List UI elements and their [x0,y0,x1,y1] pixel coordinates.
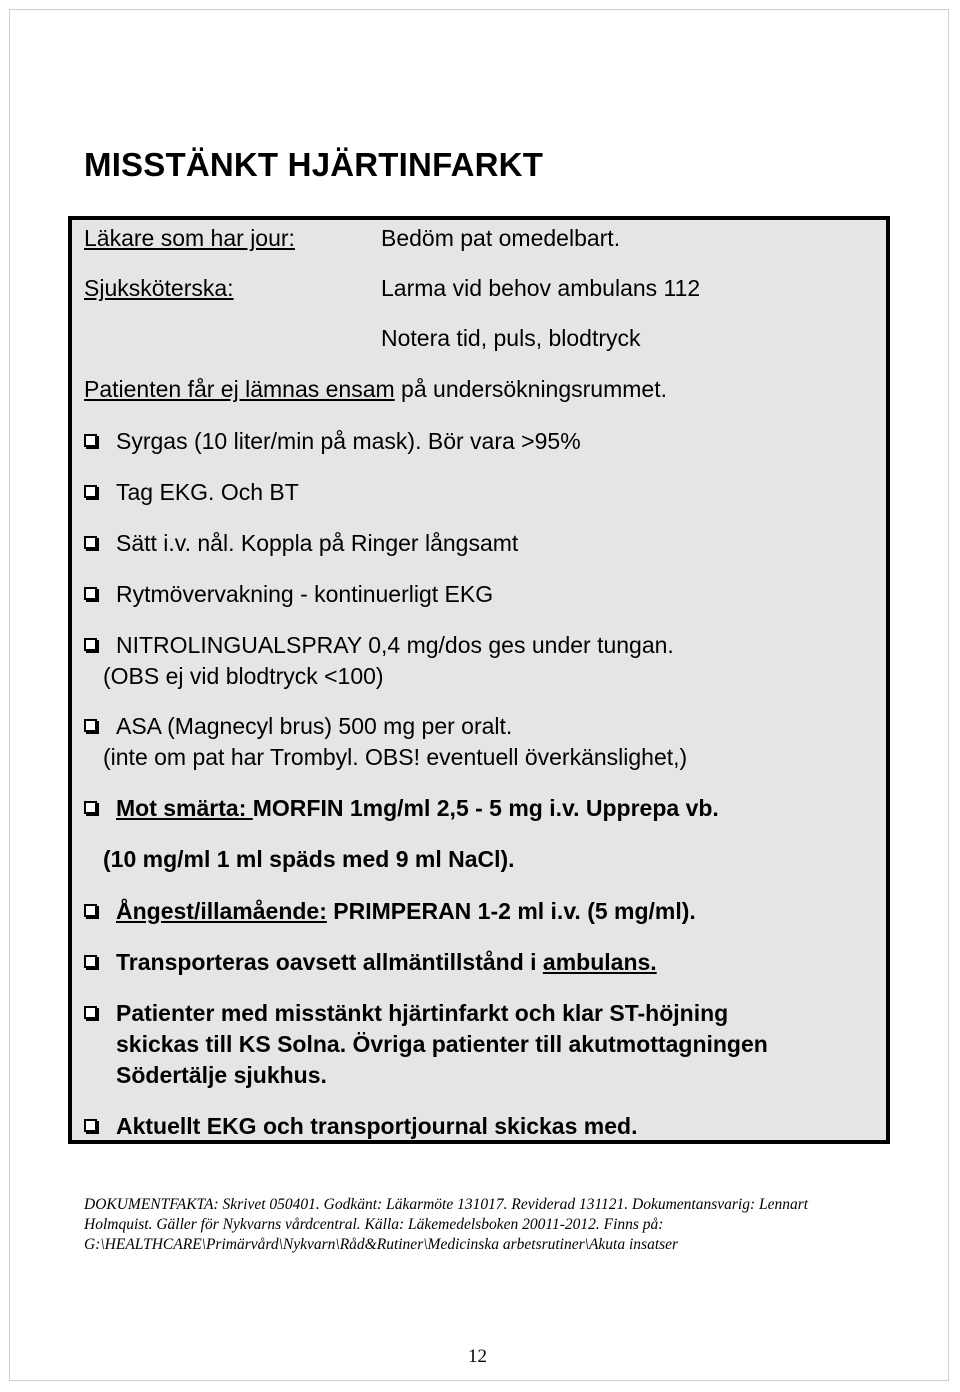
checkbox-icon[interactable] [84,587,97,600]
checkbox-icon[interactable] [84,719,97,732]
checklist-item-asa-note: (inte om pat har Trombyl. OBS! eventuell överkänslighet,) [103,744,688,770]
role-instruction-doctor: Bedöm pat omedelbart. [381,225,621,251]
role-label-nurse: Sjuksköterska: [84,275,234,301]
checkbox-icon[interactable] [84,801,97,814]
footer-line: DOKUMENTFAKTA: Skrivet 050401. Godkänt: Läkarmöte 131017. Reviderad 131121. Dokumentansvarig: Lennart [84,1196,809,1213]
nausea-text: PRIMPERAN 1-2 ml i.v. (5 mg/ml). [326,898,696,924]
checklist-item-nitro-note: (OBS ej vid blodtryck <100) [103,663,384,689]
checkbox-icon[interactable] [84,536,97,549]
checkbox-icon[interactable] [84,904,97,917]
checkbox-icon[interactable] [84,638,97,651]
pain-text: MORFIN 1mg/ml 2,5 - 5 mg i.v. Upprepa vb. [252,795,719,821]
footer-line: G:\HEALTHCARE\Primärvård\Nykvarn\Råd&Rutiner\Medicinska arbetsrutiner\Akuta insatser [84,1236,679,1253]
checklist-item-st-elevation: Patienter med misstänkt hjärtinfarkt och klar ST-höjning [116,1000,729,1026]
checklist-item-pain-note: (10 mg/ml 1 ml späds med 9 ml NaCl). [103,846,515,872]
checklist-item-iv: Sätt i.v. nål. Koppla på Ringer långsamt [116,530,519,556]
checklist-item-nitro: NITROLINGUALSPRAY 0,4 mg/dos ges under tungan. [116,632,674,658]
patient-note-underlined: Patienten får ej lämnas ensam [84,376,395,402]
checklist-item-asa: ASA (Magnecyl brus) 500 mg per oralt. [116,713,513,739]
checklist-item-ekg-journal: Aktuellt EKG och transportjournal skickas med. [116,1113,638,1139]
checklist-item-st-elevation-line3: Södertälje sjukhus. [116,1062,327,1088]
checklist-item-oxygen: Syrgas (10 liter/min på mask). Bör vara >95% [116,428,581,454]
page-title: MISSTÄNKT HJÄRTINFARKT [84,146,544,183]
checklist-item-nausea [116,896,696,926]
checkbox-icon[interactable] [84,485,97,498]
checkbox-icon[interactable] [84,434,97,447]
patient-note [84,374,667,404]
checklist-item-ekg: Tag EKG. Och BT [116,479,299,505]
role-instruction-nurse: Larma vid behov ambulans 112 [381,275,701,301]
transport-ambulance: ambulans. [542,949,657,975]
checklist-item-pain [116,793,719,823]
patient-note-rest: på undersökningsrummet. [394,376,667,402]
checklist-item-transport [116,947,657,977]
checkbox-icon[interactable] [84,1006,97,1019]
role-label-doctor: Läkare som har jour: [84,225,295,251]
nausea-label: Ångest/illamående: [116,898,327,924]
pain-label: Mot smärta: [116,795,253,821]
page-number: 12 [468,1346,487,1367]
transport-text: Transporteras oavsett allmäntillstånd i [116,949,543,975]
checkbox-icon[interactable] [84,955,97,968]
checklist-item-rhythm: Rytmövervakning - kontinuerligt EKG [116,581,494,607]
checkbox-icon[interactable] [84,1119,97,1132]
footer-line: Holmquist. Gäller för Nykvarns vårdcentral. Källa: Läkemedelsboken 20011-2012. Finns på: [84,1216,664,1233]
role-instruction-nurse-2: Notera tid, puls, blodtryck [381,325,641,351]
checklist-item-st-elevation-line2: skickas till KS Solna. Övriga patienter till akutmottagningen [116,1031,768,1057]
